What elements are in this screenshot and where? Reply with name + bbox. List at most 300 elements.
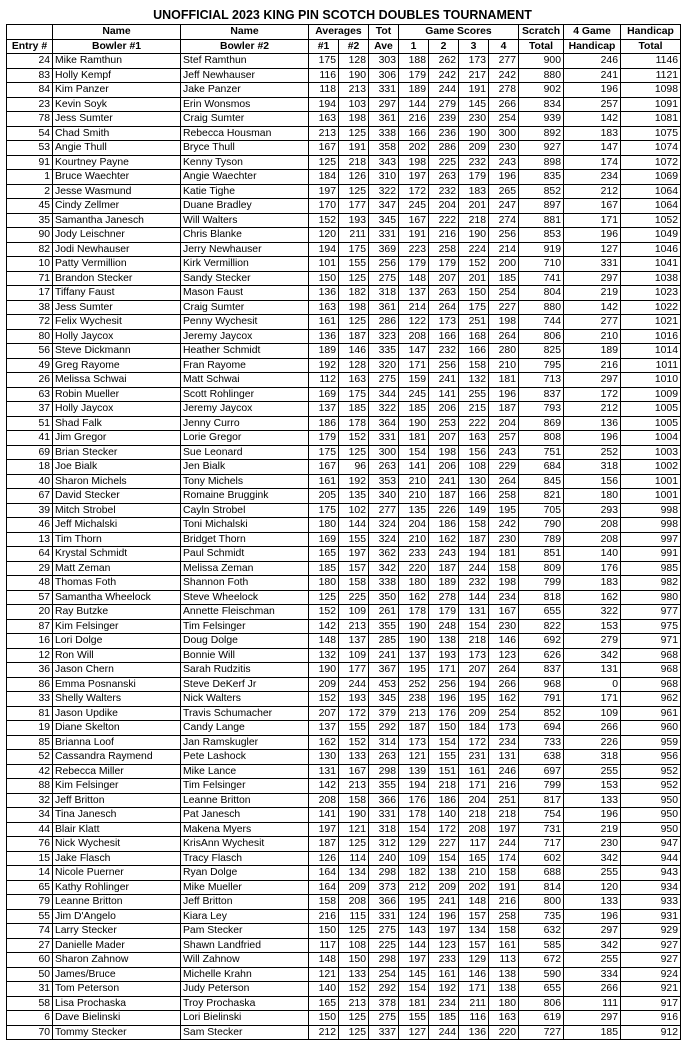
cell-scratch: 800: [519, 895, 564, 910]
cell-scratch: 799: [519, 779, 564, 794]
cell-game4: 247: [489, 199, 519, 214]
cell-game2: 243: [429, 547, 459, 562]
cell-avg2: 193: [339, 692, 369, 707]
cell-avg1: 158: [309, 895, 339, 910]
cell-ave: 300: [369, 445, 399, 460]
cell-game2: 166: [429, 329, 459, 344]
cell-game3: 208: [459, 822, 489, 837]
cell-bowler2: Lori Bielinski: [181, 1011, 309, 1026]
cell-handicap: 196: [564, 808, 621, 823]
cell-game2: 155: [429, 750, 459, 765]
cell-game3: 166: [459, 489, 489, 504]
cell-handicap: 257: [564, 97, 621, 112]
cell-handicap: 127: [564, 242, 621, 257]
cell-bowler2: Katie Tighe: [181, 184, 309, 199]
cell-game2: 207: [429, 431, 459, 446]
cell-bowler2: Craig Sumter: [181, 112, 309, 127]
cell-avg2: 133: [339, 750, 369, 765]
cell-bowler1: Thomas Foth: [53, 576, 181, 591]
cell-game1: 190: [399, 416, 429, 431]
cell-entry: 72: [7, 315, 53, 330]
cell-game4: 264: [489, 663, 519, 678]
cell-bowler1: Jake Flasch: [53, 851, 181, 866]
cell-total: 961: [621, 706, 681, 721]
cell-handicap: 212: [564, 184, 621, 199]
cell-entry: 17: [7, 286, 53, 301]
table-row: [7, 866, 681, 881]
table-row: [7, 764, 681, 779]
cell-game1: 252: [399, 677, 429, 692]
cell-avg1: 152: [309, 213, 339, 228]
cell-avg2: 177: [339, 199, 369, 214]
cell-scratch: 710: [519, 257, 564, 272]
table-row: [7, 445, 681, 460]
cell-game2: 173: [429, 315, 459, 330]
cell-total: 916: [621, 1011, 681, 1026]
cell-game2: 196: [429, 909, 459, 924]
cell-handicap: 210: [564, 329, 621, 344]
cell-entry: 35: [7, 213, 53, 228]
cell-ave: 241: [369, 648, 399, 663]
cell-game1: 127: [399, 1025, 429, 1040]
cell-game2: 138: [429, 634, 459, 649]
cell-ave: 335: [369, 344, 399, 359]
cell-entry: 90: [7, 228, 53, 243]
cell-avg1: 164: [309, 880, 339, 895]
cell-game4: 146: [489, 634, 519, 649]
cell-avg2: 102: [339, 503, 369, 518]
cell-game4: 264: [489, 474, 519, 489]
cell-scratch: 809: [519, 561, 564, 576]
cell-bowler2: Travis Schumacher: [181, 706, 309, 721]
cell-bowler1: Mike Ramthun: [53, 54, 181, 69]
cell-handicap: 226: [564, 735, 621, 750]
cell-entry: 56: [7, 344, 53, 359]
cell-scratch: 880: [519, 68, 564, 83]
header-bowler2: Bowler #2: [181, 39, 309, 54]
cell-bowler2: Kiara Ley: [181, 909, 309, 924]
cell-total: 1091: [621, 97, 681, 112]
header-name2-top: Name: [181, 25, 309, 40]
cell-bowler2: Erin Wonsmos: [181, 97, 309, 112]
cell-ave: 277: [369, 503, 399, 518]
cell-game1: 180: [399, 576, 429, 591]
cell-bowler2: Makena Myers: [181, 822, 309, 837]
cell-avg2: 128: [339, 358, 369, 373]
cell-ave: 345: [369, 692, 399, 707]
cell-bowler1: Tina Janesch: [53, 808, 181, 823]
cell-avg2: 213: [339, 996, 369, 1011]
cell-handicap: 189: [564, 344, 621, 359]
cell-game3: 204: [459, 793, 489, 808]
table-row: [7, 735, 681, 750]
cell-total: 1081: [621, 112, 681, 127]
cell-scratch: 727: [519, 1025, 564, 1040]
cell-game3: 201: [459, 271, 489, 286]
cell-bowler1: Brian Stecker: [53, 445, 181, 460]
cell-ave: 263: [369, 750, 399, 765]
cell-game1: 233: [399, 547, 429, 562]
cell-total: 1010: [621, 373, 681, 388]
cell-handicap: 156: [564, 474, 621, 489]
cell-bowler2: Cayln Strobel: [181, 503, 309, 518]
cell-ave: 345: [369, 213, 399, 228]
cell-scratch: 590: [519, 967, 564, 982]
cell-bowler1: Lisa Prochaska: [53, 996, 181, 1011]
cell-total: 985: [621, 561, 681, 576]
table-row: [7, 474, 681, 489]
cell-total: 931: [621, 909, 681, 924]
cell-bowler2: Nick Walters: [181, 692, 309, 707]
cell-handicap: 153: [564, 779, 621, 794]
cell-avg2: 175: [339, 387, 369, 402]
cell-game4: 161: [489, 938, 519, 953]
cell-avg2: 152: [339, 982, 369, 997]
cell-scratch: 619: [519, 1011, 564, 1026]
cell-game3: 172: [459, 735, 489, 750]
cell-game1: 179: [399, 257, 429, 272]
cell-game2: 151: [429, 764, 459, 779]
cell-total: 950: [621, 822, 681, 837]
cell-avg2: 96: [339, 460, 369, 475]
cell-game2: 244: [429, 83, 459, 98]
cell-avg1: 212: [309, 1025, 339, 1040]
header-game1: 1: [399, 39, 429, 54]
cell-ave: 324: [369, 532, 399, 547]
cell-game2: 197: [429, 924, 459, 939]
cell-handicap: 196: [564, 909, 621, 924]
cell-scratch: 837: [519, 663, 564, 678]
cell-game3: 116: [459, 1011, 489, 1026]
cell-game2: 279: [429, 97, 459, 112]
cell-game1: 198: [399, 155, 429, 170]
cell-avg1: 140: [309, 982, 339, 997]
cell-total: 968: [621, 648, 681, 663]
cell-bowler1: Tim Thorn: [53, 532, 181, 547]
table-row: [7, 880, 681, 895]
cell-game1: 181: [399, 431, 429, 446]
cell-game3: 209: [459, 141, 489, 156]
cell-total: 943: [621, 866, 681, 881]
cell-game3: 217: [459, 68, 489, 83]
cell-ave: 353: [369, 474, 399, 489]
table-row: [7, 706, 681, 721]
cell-total: 1064: [621, 199, 681, 214]
cell-avg2: 182: [339, 286, 369, 301]
cell-bowler1: Matt Zeman: [53, 561, 181, 576]
cell-bowler2: Mike Lance: [181, 764, 309, 779]
cell-bowler1: Sharon Zahnow: [53, 953, 181, 968]
cell-avg1: 187: [309, 837, 339, 852]
table-row: [7, 112, 681, 127]
cell-ave: 322: [369, 184, 399, 199]
cell-total: 944: [621, 851, 681, 866]
cell-ave: 378: [369, 996, 399, 1011]
cell-game4: 258: [489, 909, 519, 924]
cell-total: 982: [621, 576, 681, 591]
cell-avg2: 213: [339, 619, 369, 634]
header-game2: 2: [429, 39, 459, 54]
cell-total: 1146: [621, 54, 681, 69]
cell-game3: 232: [459, 576, 489, 591]
cell-total: 1023: [621, 286, 681, 301]
cell-bowler1: Kevin Soyk: [53, 97, 181, 112]
cell-game3: 194: [459, 677, 489, 692]
cell-game2: 172: [429, 822, 459, 837]
cell-bowler2: Ryan Dolge: [181, 866, 309, 881]
cell-avg1: 167: [309, 141, 339, 156]
cell-entry: 82: [7, 242, 53, 257]
cell-bowler1: Tiffany Faust: [53, 286, 181, 301]
cell-avg1: 192: [309, 358, 339, 373]
cell-avg2: 109: [339, 605, 369, 620]
cell-handicap: 297: [564, 1011, 621, 1026]
cell-avg1: 179: [309, 431, 339, 446]
cell-game4: 197: [489, 822, 519, 837]
cell-game3: 218: [459, 213, 489, 228]
cell-handicap: 131: [564, 663, 621, 678]
cell-game4: 277: [489, 54, 519, 69]
cell-ave: 361: [369, 300, 399, 315]
cell-bowler2: Shawn Landfried: [181, 938, 309, 953]
cell-scratch: 751: [519, 445, 564, 460]
cell-bowler1: Brianna Loof: [53, 735, 181, 750]
cell-scratch: 814: [519, 880, 564, 895]
cell-handicap: 342: [564, 938, 621, 953]
cell-scratch: 892: [519, 126, 564, 141]
cell-bowler2: Annette Fleischman: [181, 605, 309, 620]
cell-ave: 318: [369, 822, 399, 837]
cell-entry: 81: [7, 706, 53, 721]
cell-handicap: 133: [564, 895, 621, 910]
cell-game1: 188: [399, 54, 429, 69]
cell-avg1: 207: [309, 706, 339, 721]
cell-scratch: 717: [519, 837, 564, 852]
cell-scratch: 791: [519, 692, 564, 707]
cell-game4: 300: [489, 126, 519, 141]
cell-ave: 343: [369, 155, 399, 170]
cell-handicap: 322: [564, 605, 621, 620]
cell-avg1: 167: [309, 460, 339, 475]
cell-game3: 222: [459, 416, 489, 431]
cell-handicap: 234: [564, 170, 621, 185]
cell-game3: 129: [459, 953, 489, 968]
cell-game4: 216: [489, 895, 519, 910]
cell-game3: 173: [459, 54, 489, 69]
cell-avg2: 187: [339, 329, 369, 344]
cell-avg2: 125: [339, 1011, 369, 1026]
cell-entry: 44: [7, 822, 53, 837]
table-row: [7, 329, 681, 344]
cell-scratch: 825: [519, 344, 564, 359]
cell-game3: 117: [459, 837, 489, 852]
cell-avg2: 146: [339, 344, 369, 359]
cell-bowler2: Kirk Vermillion: [181, 257, 309, 272]
cell-game2: 286: [429, 141, 459, 156]
cell-handicap: 171: [564, 692, 621, 707]
cell-game2: 256: [429, 358, 459, 373]
table-row: [7, 953, 681, 968]
cell-bowler2: Paul Schmidt: [181, 547, 309, 562]
cell-game3: 201: [459, 199, 489, 214]
cell-game1: 124: [399, 909, 429, 924]
table-row: [7, 373, 681, 388]
cell-game1: 214: [399, 300, 429, 315]
cell-game3: 190: [459, 126, 489, 141]
cell-game1: 148: [399, 271, 429, 286]
table-row: [7, 634, 681, 649]
cell-scratch: 834: [519, 97, 564, 112]
cell-bowler2: Heather Schmidt: [181, 344, 309, 359]
cell-avg1: 117: [309, 938, 339, 953]
cell-avg1: 142: [309, 619, 339, 634]
cell-game2: 264: [429, 300, 459, 315]
cell-bowler2: Mike Mueller: [181, 880, 309, 895]
cell-bowler1: Kathy Rohlinger: [53, 880, 181, 895]
cell-handicap: 167: [564, 199, 621, 214]
cell-bowler2: Stef Ramthun: [181, 54, 309, 69]
cell-scratch: 741: [519, 271, 564, 286]
cell-avg1: 150: [309, 924, 339, 939]
cell-avg2: 125: [339, 837, 369, 852]
table-row: [7, 837, 681, 852]
cell-handicap: 196: [564, 228, 621, 243]
cell-total: 1064: [621, 184, 681, 199]
cell-total: 952: [621, 779, 681, 794]
cell-total: 1016: [621, 329, 681, 344]
cell-game4: 180: [489, 996, 519, 1011]
cell-entry: 88: [7, 779, 53, 794]
cell-handicap: 219: [564, 822, 621, 837]
cell-total: 1002: [621, 460, 681, 475]
cell-avg1: 152: [309, 692, 339, 707]
cell-avg1: 197: [309, 184, 339, 199]
cell-game1: 238: [399, 692, 429, 707]
cell-entry: 1: [7, 170, 53, 185]
cell-total: 947: [621, 837, 681, 852]
cell-entry: 10: [7, 257, 53, 272]
cell-bowler1: Brandon Stecker: [53, 271, 181, 286]
table-row: [7, 228, 681, 243]
table-row: [7, 402, 681, 417]
cell-scratch: 822: [519, 619, 564, 634]
cell-avg2: 157: [339, 561, 369, 576]
cell-bowler1: Holly Jaycox: [53, 402, 181, 417]
cell-ave: 275: [369, 373, 399, 388]
cell-scratch: 744: [519, 315, 564, 330]
cell-bowler1: Kim Felsinger: [53, 779, 181, 794]
cell-entry: 15: [7, 851, 53, 866]
cell-game2: 198: [429, 445, 459, 460]
cell-ave: 331: [369, 228, 399, 243]
cell-ave: 322: [369, 402, 399, 417]
cell-bowler2: Doug Dolge: [181, 634, 309, 649]
cell-total: 950: [621, 808, 681, 823]
cell-bowler2: Michelle Krahn: [181, 967, 309, 982]
cell-avg1: 169: [309, 532, 339, 547]
table-row: [7, 68, 681, 83]
cell-ave: 453: [369, 677, 399, 692]
cell-game2: 189: [429, 576, 459, 591]
cell-game3: 184: [459, 721, 489, 736]
cell-entry: 79: [7, 895, 53, 910]
table-row: [7, 605, 681, 620]
cell-scratch: 837: [519, 387, 564, 402]
cell-bowler1: Jeff Britton: [53, 793, 181, 808]
cell-game4: 138: [489, 967, 519, 982]
cell-ave: 350: [369, 590, 399, 605]
table-row: [7, 300, 681, 315]
cell-entry: 76: [7, 837, 53, 852]
cell-bowler2: Tony Michels: [181, 474, 309, 489]
cell-game4: 244: [489, 837, 519, 852]
cell-bowler2: Bonnie Will: [181, 648, 309, 663]
cell-avg1: 175: [309, 445, 339, 460]
cell-game2: 236: [429, 126, 459, 141]
cell-avg2: 125: [339, 315, 369, 330]
cell-avg2: 114: [339, 851, 369, 866]
cell-game1: 121: [399, 750, 429, 765]
cell-game2: 263: [429, 170, 459, 185]
cell-bowler1: Jim D'Angelo: [53, 909, 181, 924]
cell-handicap: 136: [564, 416, 621, 431]
cell-scratch: 853: [519, 228, 564, 243]
cell-bowler2: Steve DeKerf Jr: [181, 677, 309, 692]
cell-entry: 31: [7, 982, 53, 997]
cell-handicap: 342: [564, 851, 621, 866]
table-row: [7, 982, 681, 997]
cell-game2: 262: [429, 54, 459, 69]
cell-scratch: 692: [519, 634, 564, 649]
cell-scratch: 900: [519, 54, 564, 69]
cell-avg2: 193: [339, 213, 369, 228]
cell-entry: 65: [7, 880, 53, 895]
cell-handicap: 162: [564, 590, 621, 605]
cell-game1: 190: [399, 619, 429, 634]
cell-bowler1: Diane Skelton: [53, 721, 181, 736]
cell-ave: 342: [369, 561, 399, 576]
header-game-scores: Game Scores: [399, 25, 519, 40]
cell-handicap: 183: [564, 576, 621, 591]
cell-ave: 323: [369, 329, 399, 344]
cell-entry: 78: [7, 112, 53, 127]
cell-game3: 251: [459, 315, 489, 330]
cell-handicap: 331: [564, 257, 621, 272]
cell-game3: 179: [459, 170, 489, 185]
cell-bowler1: Kourtney Payne: [53, 155, 181, 170]
cell-avg1: 209: [309, 677, 339, 692]
cell-game4: 280: [489, 344, 519, 359]
cell-game4: 162: [489, 692, 519, 707]
cell-game2: 179: [429, 605, 459, 620]
table-row: [7, 576, 681, 591]
cell-avg1: 136: [309, 286, 339, 301]
cell-game4: 204: [489, 416, 519, 431]
cell-entry: 53: [7, 141, 53, 156]
cell-avg2: 109: [339, 648, 369, 663]
cell-game1: 213: [399, 706, 429, 721]
cell-game2: 186: [429, 518, 459, 533]
cell-avg1: 208: [309, 793, 339, 808]
cell-game1: 216: [399, 112, 429, 127]
cell-game1: 210: [399, 474, 429, 489]
cell-scratch: 733: [519, 735, 564, 750]
table-row: [7, 431, 681, 446]
cell-bowler1: Felix Wychesit: [53, 315, 181, 330]
cell-game3: 211: [459, 996, 489, 1011]
cell-entry: 74: [7, 924, 53, 939]
table-row: [7, 619, 681, 634]
